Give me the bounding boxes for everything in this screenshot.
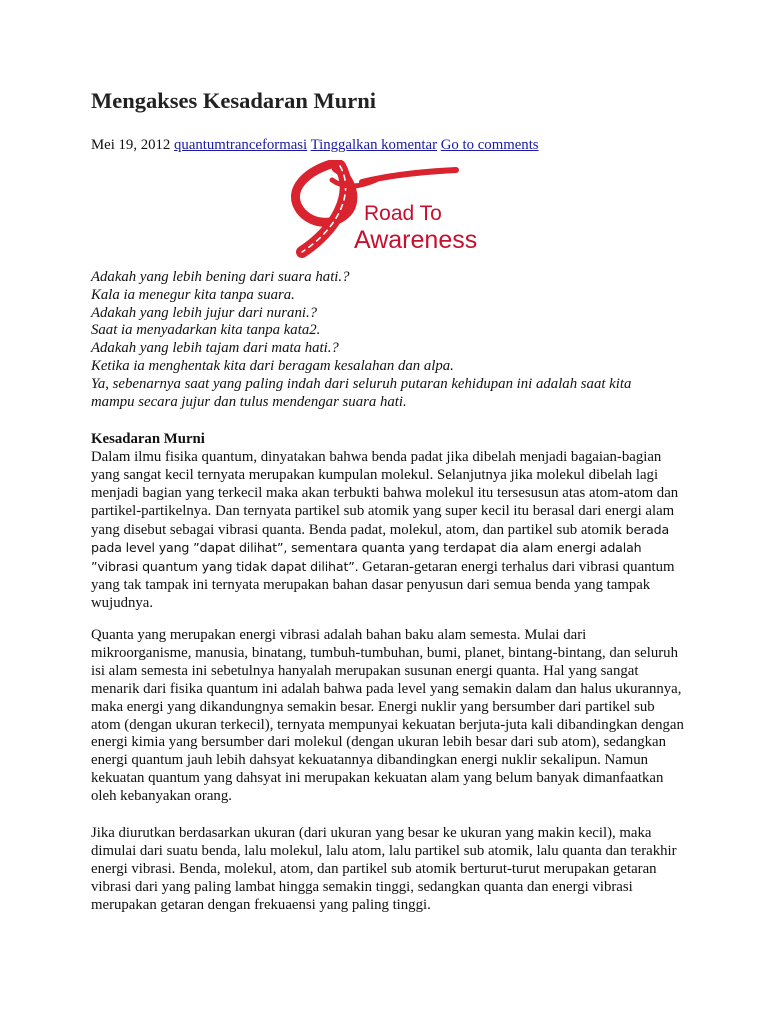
paragraph-1-text-a: Dalam ilmu fisika quantum, dinyatakan bahwa benda padat jika dibelah menjadi bagaian-bagian yang sangat kecil ternyata merupakan kumpulan molekul. Selanjutnya jika molekul dibelah lagi menjadi bagian yang terkecil maka akan terbukti bahwa molekul itu tersesusun atas atom-atom dan partikel-partikelnya. Dan ternyata partikel sub atomik yang super kecil itu berasal dari energi alam yang disebut sebagai vibrasi quanta. Benda padat, molekul, atom, dan partikel sub atomik — [91, 448, 679, 538]
leave-comment-link[interactable]: Tinggalkan komentar — [310, 137, 438, 153]
logo-line-1: Road To — [364, 202, 442, 225]
paragraph-2: Quanta yang merupakan energi vibrasi adalah bahan baku alam semesta. Mulai dari mikroorganisme, manusia, binatang, tumbuh-tumbuhan, bumi, planet, bintang-bintang, dan seluruh isi alam semesta ini sebetulnya hanyalah merupakan susunan energi quanta. Hal yang sangat menarik dari fisika quantum ini adalah bahwa pada level yang semakin dalam dan halus ukurannya, maka energi yang dikandungnya semakin besar. Energi nuklir yang bersumber dari partikel sub atom (dengan ukuran terkecil), ternyata mempunyai kekuatan berjuta-juta kali dibandingkan dengan energi kimia yang bersumber dari molekul (dengan ukuran lebih besar dari sub atom), sedangkan energi quantum jauh lebih dahsyat kekuatannya dibandingkan energi nuklir sekalipun. Namun kekuatan quantum yang dahsyat ini merupakan kekuatan alam yang belum banyak dimanfaatkan oleh kebanyakan orang. — [91, 627, 684, 805]
paragraph-3-block — [91, 825, 686, 915]
author-link[interactable]: quantumtranceformasi — [174, 137, 308, 153]
poem-line: Ya, sebenarnya saat yang paling indah dari seluruh putaran kehidupan ini adalah saat kita — [91, 375, 632, 392]
post-date: Mei 19, 2012 — [91, 137, 171, 153]
paragraph-2-block — [91, 627, 686, 806]
logo-line-2: Awareness — [354, 226, 478, 254]
poem-line: Adakah yang lebih bening dari suara hati.? — [91, 269, 350, 285]
poem-line: Kala ia menegur kita tanpa suara. — [91, 286, 295, 303]
poem-line: Ketika ia menghentak kita dari beragam kesalahan dan alpa. — [91, 357, 454, 374]
poem-line: Saat ia menyadarkan kita tanpa kata2. — [91, 322, 321, 339]
page-title: Mengakses Kesadaran Murni — [91, 88, 377, 113]
section-kesadaran-murni — [91, 431, 686, 613]
opening-poem — [91, 269, 681, 411]
go-to-comments-link[interactable]: Go to comments — [440, 137, 539, 153]
paragraph-1-quoted-text: berada pada level yang ”dapat dilihat”, sementara quanta yang terdapat dia alam energi adalah ”vibrasi quantum yang tidak dapat dilihat”. — [91, 521, 670, 575]
section-heading: Kesadaran Murni — [91, 431, 205, 447]
poem-line: Adakah yang lebih tajam dari mata hati.? — [91, 340, 339, 357]
paragraph-1-text-b: Getaran-getaran energi terhalus dari vibrasi quantum yang tak tampak ini ternyata merupakan bahan dasar penyusun dari semua benda yang tampak wujudnya. — [91, 559, 675, 612]
poem-line: mampu secara jujur dan tulus mendengar suara hati. — [91, 393, 407, 410]
paragraph-1 — [91, 449, 686, 613]
paragraph-3: Jika diurutkan berdasarkan ukuran (dari ukuran yang besar ke ukuran yang makin kecil), maka dimulai dari suatu benda, lalu molekul, lalu atom, lalu partikel sub atomik, lalu quanta dan terakhir energi vibrasi. Benda, molekul, atom, dan partikel sub atomik berturut-turut merupakan getaran vibrasi dari yang paling lambat hingga semakin tinggi, sedangkan quanta dan energi vibrasi merupakan getaran dengan frekuaensi yang paling tinggi. — [91, 825, 677, 913]
post-meta — [91, 137, 539, 154]
road-to-awareness-logo — [266, 160, 486, 260]
poem-line: Adakah yang lebih jujur dari nurani.? — [91, 304, 318, 321]
